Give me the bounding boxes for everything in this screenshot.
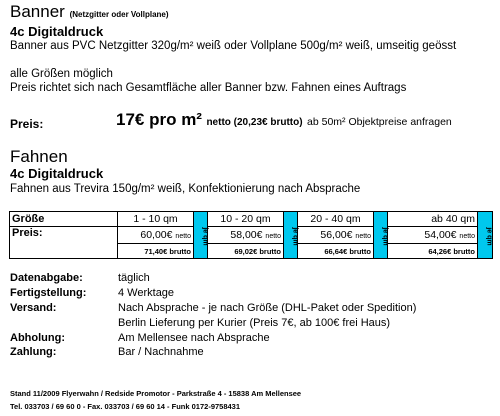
brutto-cell: 64,26€ brutto — [388, 244, 478, 259]
shipping-value-1: Nach Absprache - je nach Größe (DHL-Paket oder Spedition) — [118, 302, 417, 314]
banner-title-line — [10, 2, 169, 22]
footer-line-1: Stand 11/2009 Flyerwahn / Redside Promotor - Parkstraße 4 - 15838 Am Mellensee — [10, 389, 302, 398]
unit-label: je qm — [201, 227, 209, 246]
footer-line-2: Tel. 033703 / 69 60 0 - Fax. 033703 / 69 60 14 - Funk 0172-9758431 — [10, 402, 241, 411]
netto-cell — [298, 226, 374, 243]
range-cell: 10 - 20 qm — [208, 212, 284, 227]
pickup-label: Abholung: — [10, 332, 65, 344]
netto-cell — [118, 226, 194, 243]
unit-cell — [478, 212, 493, 259]
data-value: täglich — [118, 272, 150, 284]
shipping-label: Versand: — [10, 302, 57, 314]
banner-price-line — [116, 110, 452, 130]
banner-price-value: 17€ pro m² — [116, 110, 202, 129]
payment-value: Bar / Nachnahme — [118, 346, 204, 358]
unit-label: je qm — [291, 227, 299, 246]
banner-title: Banner — [10, 2, 65, 21]
unit-cell — [374, 212, 388, 259]
fahnen-title: Fahnen — [10, 147, 68, 166]
unit-label: je qm — [381, 227, 389, 246]
table-header-row — [10, 212, 493, 227]
netto-value: 54,00€ — [424, 228, 457, 241]
production-value: 4 Werktage — [118, 287, 175, 299]
banner-price-note: ab 50m² Objektpreise anfragen — [307, 116, 452, 128]
fahnen-heading: 4c Digitaldruck — [10, 166, 104, 181]
banner-price-label: Preis: — [10, 117, 44, 131]
netto-word: netto — [175, 232, 191, 240]
table-netto-row — [10, 226, 493, 243]
netto-value: 58,00€ — [230, 228, 263, 241]
unit-cell — [194, 212, 208, 259]
netto-cell — [208, 226, 284, 243]
banner-price-netto: netto (20,23€ brutto) — [206, 117, 303, 128]
netto-word: netto — [355, 232, 371, 240]
size-label: Größe — [10, 212, 118, 227]
banner-subtitle: (Netzgitter oder Vollplane) — [69, 10, 169, 19]
unit-cell — [284, 212, 298, 259]
brutto-cell: 66,64€ brutto — [298, 244, 374, 259]
range-cell: 20 - 40 qm — [298, 212, 374, 227]
banner-note-sizes: alle Größen möglich — [10, 68, 113, 80]
payment-label: Zahlung: — [10, 346, 57, 358]
shipping-value-2: Berlin Lieferung per Kurier (Preis 7€, ab 100€ frei Haus) — [118, 317, 391, 329]
banner-heading: 4c Digitaldruck — [10, 24, 104, 39]
fahnen-description: Fahnen aus Trevira 150g/m² weiß, Konfektionierung nach Absprache — [10, 183, 361, 195]
banner-description: Banner aus PVC Netzgitter 320g/m² weiß oder Vollplane 500g/m² weiß, umseitig geösst — [10, 40, 457, 52]
netto-value: 60,00€ — [140, 228, 173, 241]
netto-cell — [388, 226, 478, 243]
banner-note-price: Preis richtet sich nach Gesamtfläche aller Banner bzw. Fahnen eines Auftrags — [10, 82, 407, 94]
netto-word: netto — [459, 232, 475, 240]
production-label: Fertigstellung: — [10, 287, 87, 299]
pickup-value: Am Mellensee nach Absprache — [118, 332, 270, 344]
netto-word: netto — [265, 232, 281, 240]
brutto-cell: 71,40€ brutto — [118, 244, 194, 259]
price-label: Preis: — [10, 226, 118, 258]
price-table — [9, 211, 493, 259]
range-cell: 1 - 10 qm — [118, 212, 194, 227]
unit-label: je qm — [485, 227, 493, 246]
range-cell: ab 40 qm — [388, 212, 478, 227]
brutto-cell: 69,02€ brutto — [208, 244, 284, 259]
data-label: Datenabgabe: — [10, 272, 83, 284]
netto-value: 56,00€ — [320, 228, 353, 241]
